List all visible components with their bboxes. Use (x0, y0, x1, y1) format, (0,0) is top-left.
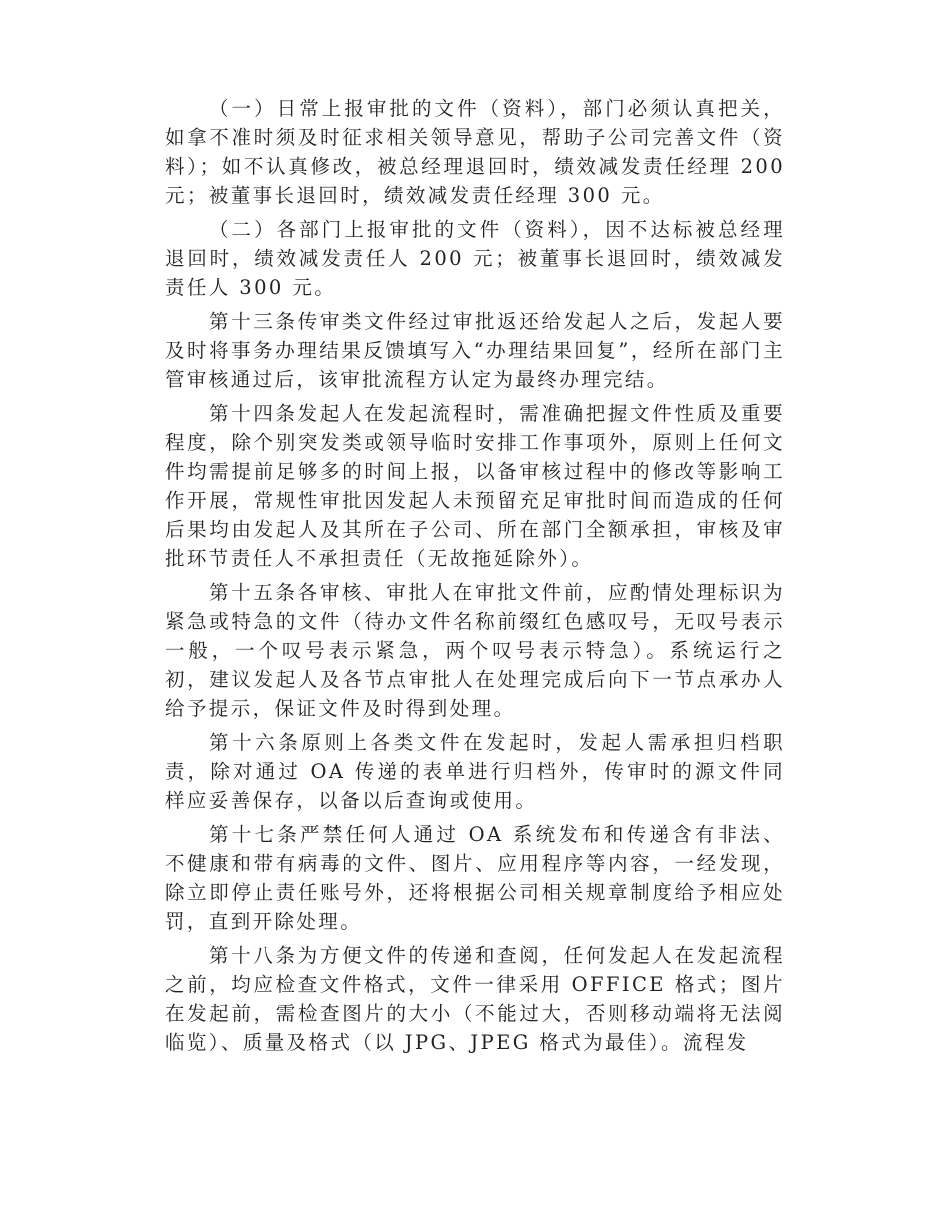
paragraph-1: （一）日常上报审批的文件（资料），部门必须认真把关，如拿不准时须及时征求相关领导意见，帮助子公司完善文件（资料）；如不认真修改，被总经理退回时，绩效减发责任经理 200 元；被董事长退回时，绩效减发责任经理 300 元。 (165, 97, 785, 207)
paragraph-2: （二）各部门上报审批的文件（资料），因不达标被总经理退回时，绩效减发责任人 200 元；被董事长退回时，绩效减发责任人 300 元。 (165, 218, 785, 299)
paragraph-article-13: 第十三条传审类文件经过审批返还给发起人之后，发起人要及时将事务办理结果反馈填写入“办理结果回复”，经所在部门主管审核通过后，该审批流程方认定为最终办理完结。 (165, 310, 785, 391)
paragraph-article-15: 第十五条各审核、审批人在审批文件前，应酌情处理标识为紧急或特急的文件（待办文件名称前缀红色感叹号，无叹号表示一般，一个叹号表示紧急，两个叹号表示特急）。系统运行之初，建议发起人及各节点审批人在处理完成后向下一节点承办人给予提示，保证文件及时得到处理。 (165, 581, 785, 720)
paragraph-article-14: 第十四条发起人在发起流程时，需准确把握文件性质及重要程度，除个别突发类或领导临时安排工作事项外，原则上任何文件均需提前足够多的时间上报，以备审核过程中的修改等影响工作开展，常规性审批因发起人未预留充足审批时间而造成的任何后果均由发起人及其所在子公司、所在部门全额承担，审核及审批环节责任人不承担责任（无故拖延除外）。 (165, 402, 785, 570)
paragraph-article-16: 第十六条原则上各类文件在发起时，发起人需承担归档职责，除对通过 OA 传递的表单进行归档外，传审时的源文件同样应妥善保存，以备以后查询或使用。 (165, 731, 785, 812)
paragraph-article-18: 第十八条为方便文件的传递和查阅，任何发起人在发起流程之前，均应检查文件格式，文件一律采用 OFFICE 格式；图片在发起前，需检查图片的大小（不能过大，否则移动端将无法阅临览）、质量及格式（以 JPG、JPEG 格式为最佳）。流程发 (165, 944, 785, 1054)
document-body (165, 94, 785, 1062)
paragraph-article-17: 第十七条严禁任何人通过 OA 系统发布和传递含有非法、不健康和带有病毒的文件、图片、应用程序等内容，一经发现，除立即停止责任账号外，还将根据公司相关规章制度给予相应处罚，直到开除处理。 (165, 823, 785, 933)
